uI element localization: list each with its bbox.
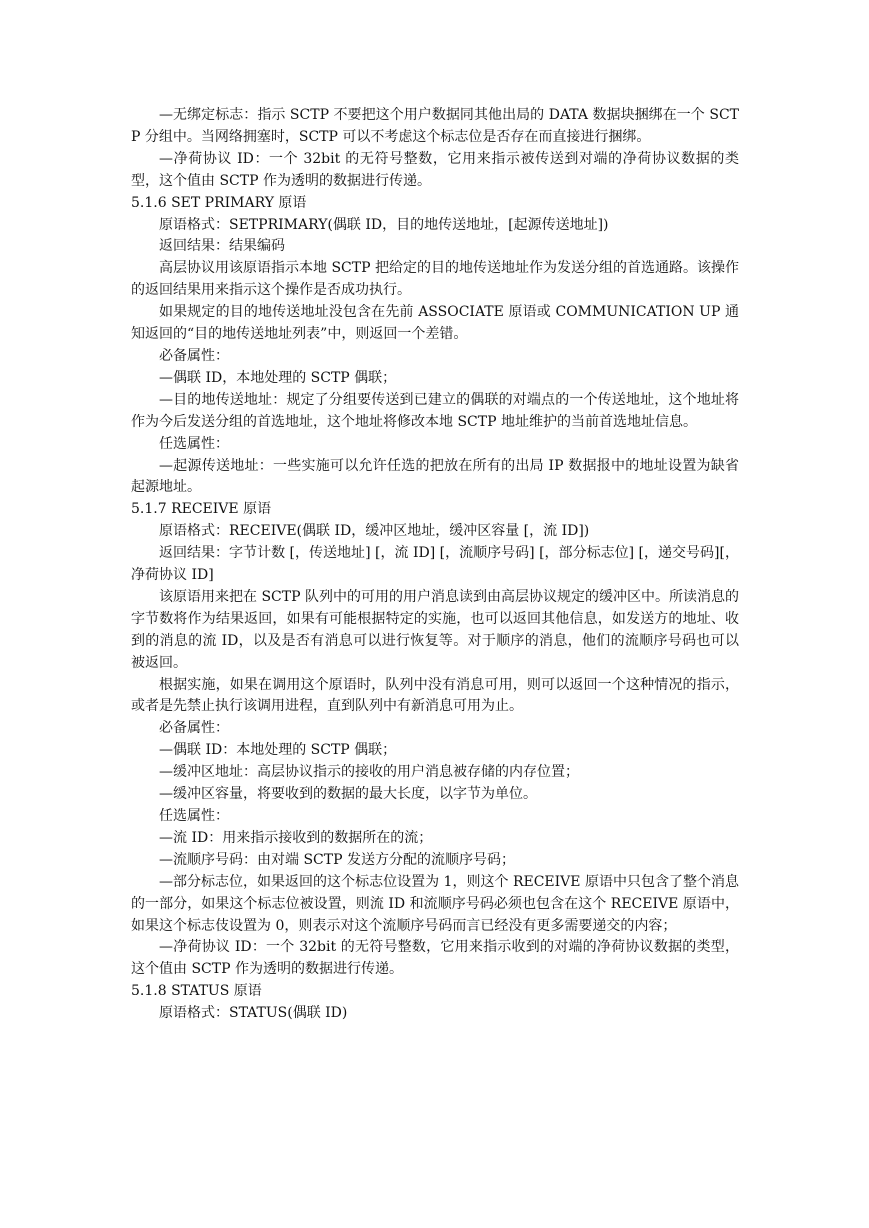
- paragraph-partial-flag: —部分标志位，如果返回的这个标志位设置为 1，则这个 RECEIVE 原语中只包含了整个消息的一部分，如果这个标志位被设置，则流 ID 和流顺序号码必须也包含在这个 RECEIVE 原语中，如果这个标志伎设置为 0，则表示对这个流顺序号码而言已经没有更多需要递交的内容；: [131, 873, 739, 934]
- paragraph-setprimary-result: 返回结果：结果编码: [159, 238, 285, 255]
- paragraph-source-address: —起源传送地址：一些实施可以允许任选的把放在所有的出局 IP 数据报中的地址设置为缺省起源地址。: [131, 457, 739, 496]
- paragraph-stream-sequence-number: —流顺序号码：由对端 SCTP 发送方分配的流顺序号码；: [159, 851, 515, 868]
- paragraph-setprimary-description: 高层协议用该原语指示本地 SCTP 把给定的目的地传送地址作为发送分组的首选通路。该操作的返回结果用来指示这个操作是否成功执行。: [131, 260, 739, 299]
- section-heading-5-1-8: 5.1.8 STATUS 原语: [131, 983, 262, 1000]
- paragraph-destination-address: —目的地传送地址：规定了分组要传送到已建立的偶联的对端点的一个传送地址，这个地址将作为今后发送分组的首选地址，这个地址将修改本地 SCTP 地址维护的当前首选地址信息。: [131, 391, 739, 430]
- paragraph-association-id: —偶联 ID，本地处理的 SCTP 偶联；: [159, 369, 397, 386]
- paragraph-stream-id: —流 ID：用来指示接收到的数据所在的流；: [159, 829, 433, 846]
- paragraph-buffer-size: —缓冲区容量，将要收到的数据的最大长度，以字节为单位。: [159, 786, 537, 803]
- paragraph-mandatory-attributes-label: 必备属性：: [159, 347, 229, 364]
- paragraph-receive-payload-protocol-id: —净荷协议 ID：一个 32bit 的无符号整数，它用来指示收到的对端的净荷协议数据的类型，这个值由 SCTP 作为透明的数据进行传递。: [131, 939, 739, 978]
- section-heading-5-1-6: 5.1.6 SET PRIMARY 原语: [131, 194, 307, 211]
- paragraph-receive-format: 原语格式：RECEIVE(偶联 ID，缓冲区地址，缓冲区容量 [，流 ID]): [159, 523, 590, 540]
- paragraph-status-format: 原语格式：STATUS(偶联 ID): [159, 1005, 348, 1022]
- paragraph-payload-protocol-id: —净荷协议 ID：一个 32bit 的无符号整数，它用来指示被传送到对端的净荷协议数据的类型，这个值由 SCTP 作为透明的数据进行传递。: [131, 150, 739, 189]
- paragraph-no-bundle-flag: —无绑定标志：指示 SCTP 不要把这个用户数据同其他出局的 DATA 数据块捆绑在一个 SCTP 分组中。当网络拥塞时，SCTP 可以不考虑这个标志位是否存在而直接进行捆绑。: [131, 107, 739, 145]
- paragraph-setprimary-error: 如果规定的目的地传送地址没包含在先前 ASSOCIATE 原语或 COMMUNICATION UP 通知返回的“目的地传送地址列表”中，则返回一个差错。: [131, 304, 739, 343]
- section-heading-5-1-7: 5.1.7 RECEIVE 原语: [131, 501, 272, 518]
- paragraph-mandatory-attributes-label-2: 必备属性：: [159, 720, 229, 737]
- paragraph-receive-no-message: 根据实施，如果在调用这个原语时，队列中没有消息可用，则可以返回一个这种情况的指示，或者是先禁止执行该调用进程，直到队列中有新消息可用为止。: [131, 676, 739, 715]
- paragraph-setprimary-format: 原语格式：SETPRIMARY(偶联 ID，目的地传送地址，[起源传送地址]): [159, 216, 609, 233]
- paragraph-receive-result: 返回结果：字节计数 [，传送地址] [，流 ID] [，流顺序号码] [，部分标志位] [，递交号码][，净荷协议 ID]: [131, 545, 739, 584]
- paragraph-optional-attributes-label: 任选属性：: [159, 435, 229, 452]
- document-page: [131, 105, 739, 1025]
- paragraph-optional-attributes-label-2: 任选属性：: [159, 808, 229, 824]
- paragraph-receive-association-id: —偶联 ID：本地处理的 SCTP 偶联；: [159, 742, 397, 759]
- paragraph-buffer-address: —缓冲区地址：高层协议指示的接收的用户消息被存储的内存位置；: [159, 764, 579, 781]
- paragraph-receive-description: 该原语用来把在 SCTP 队列中的可用的用户消息读到由高层协议规定的缓冲区中。所读消息的字节数将作为结果返回，如果有可能根据特定的实施，也可以返回其他信息，如发送方的地址、收到的消息的流 ID，以及是否有消息可以进行恢复等。对于顺序的消息，他们的流顺序号码也可以被返回。: [131, 588, 739, 671]
